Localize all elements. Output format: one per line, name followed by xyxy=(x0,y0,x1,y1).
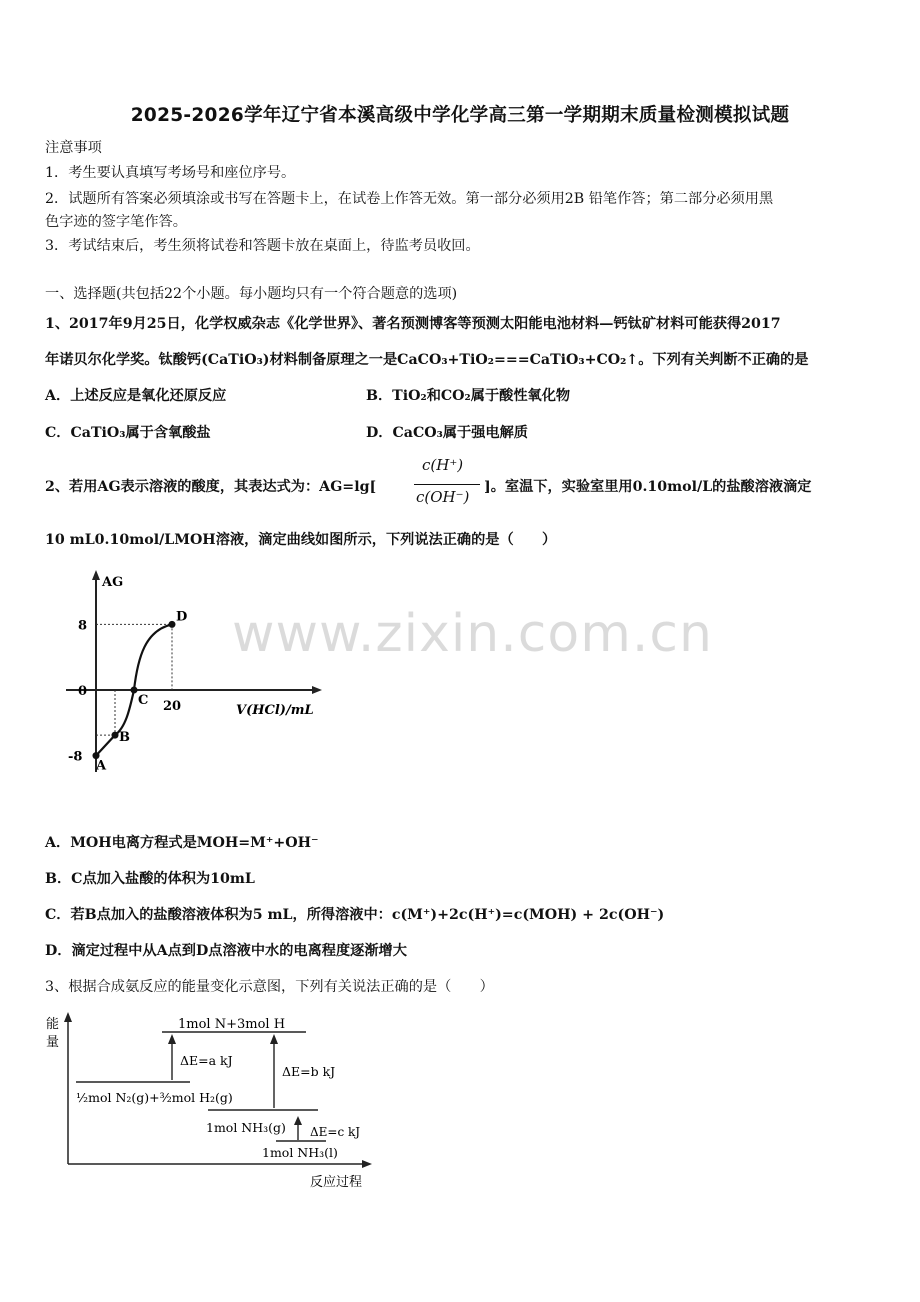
fraction-numerator: c(H⁺) xyxy=(422,456,464,474)
x-axis-label: V(HCl)/mL xyxy=(236,703,314,718)
y-tick-label: -8 xyxy=(68,749,83,765)
section-heading: 一、选择题(共包括22个小题。每小题均只有一个符合题意的选项) xyxy=(45,286,458,302)
watermark: www.zixin.com.cn xyxy=(232,604,713,664)
y-axis-label: AG xyxy=(102,575,124,590)
point-c xyxy=(131,687,138,694)
question-1-option-b: B．TiO₂和CO₂属于酸性氧化物 xyxy=(366,388,571,404)
gas-level-label: 1mol NH₃(g) xyxy=(206,1120,286,1135)
notice-item: 色字迹的签字笔作答。 xyxy=(45,214,187,230)
question-1-option-c: C．CaTiO₃属于含氧酸盐 xyxy=(45,425,211,441)
question-2-suffix: ]。室温下，实验室里用0.10mol/L的盐酸溶液滴定 xyxy=(484,479,812,495)
y-axis-arrow-icon xyxy=(92,570,100,580)
point-d xyxy=(169,621,176,628)
chart-layer xyxy=(66,570,322,774)
delta-e-a-label: ΔE=a kJ xyxy=(180,1053,233,1068)
arrow-a-icon xyxy=(168,1034,176,1044)
titration-chart xyxy=(40,562,330,814)
notice-heading: 注意事项 xyxy=(45,140,102,156)
question-3-text: 3、根据合成氨反应的能量变化示意图，下列有关说法正确的是（ ） xyxy=(45,979,494,995)
y-tick-label: 8 xyxy=(78,618,88,634)
reaction-axis-label: 反应过程 xyxy=(310,1175,363,1190)
x-tick-label: 20 xyxy=(163,699,182,714)
question-2-line2: 10 mL0.10mol/LMOH溶液，滴定曲线如图所示，下列说法正确的是（ ） xyxy=(45,532,557,548)
question-2-option-a: A．MOH电离方程式是MOH=M⁺+OH⁻ xyxy=(45,835,319,851)
question-2-option-c: C．若B点加入的盐酸溶液体积为5 mL，所得溶液中：c(M⁺)+2c(H⁺)=c(MOH) + 2c(OH⁻) xyxy=(45,907,665,923)
fraction-bar xyxy=(414,484,480,485)
energy-axis-label-2: 量 xyxy=(46,1035,60,1050)
y-tick-label: 0 xyxy=(78,684,88,699)
delta-e-c-label: ΔE=c kJ xyxy=(310,1125,361,1139)
question-2-option-d: D．滴定过程中从A点到D点溶液中水的电离程度逐渐增大 xyxy=(45,943,407,959)
arrow-b-icon xyxy=(270,1034,278,1044)
point-label-b: B xyxy=(119,730,130,746)
notice-item: 2．试题所有答案必须填涂或书写在答题卡上，在试卷上作答无效。第一部分必须用2B 铅笔作答；第二部分必须用黑 xyxy=(45,191,774,207)
question-1-line1: 1、2017年9月25日，化学权威杂志《化学世界》、著名预测博客等预测太阳能电池材料—钙钛矿材料可能获得2017 xyxy=(45,316,781,332)
arrow-c-icon xyxy=(294,1116,302,1125)
reactant-level-label: ½mol N₂(g)+³⁄₂mol H₂(g) xyxy=(76,1090,233,1105)
page-title: 2025-2026学年辽宁省本溪高级中学化学高三第一学期期末质量检测模拟试题 xyxy=(130,105,790,126)
question-1-line2: 年诺贝尔化学奖。钛酸钙(CaTiO₃)材料制备原理之一是CaCO₃+TiO₂===CaTiO₃+CO₂↑。下列有关判断不正确的是 xyxy=(45,352,809,368)
energy-axis-label-1: 能 xyxy=(46,1017,60,1032)
x-axis-arrow-icon xyxy=(312,686,322,694)
point-label-a: A xyxy=(96,758,107,774)
question-2-option-b: B．C点加入盐酸的体积为10mL xyxy=(45,871,255,887)
question-1-option-a: A．上述反应是氧化还原反应 xyxy=(45,388,227,404)
liquid-level-label: 1mol NH₃(l) xyxy=(262,1145,338,1160)
point-b xyxy=(112,732,119,739)
ag-fraction xyxy=(412,456,482,514)
fraction-denominator: c(OH⁻) xyxy=(416,488,470,506)
point-label-d: D xyxy=(176,609,188,625)
question-1-option-d: D．CaCO₃属于强电解质 xyxy=(366,425,528,441)
question-2-prefix: 2、若用AG表示溶液的酸度，其表达式为：AG=lg[ xyxy=(45,479,377,495)
top-level-label: 1mol N+3mol H xyxy=(178,1017,286,1032)
notice-item: 1．考生要认真填写考场号和座位序号。 xyxy=(45,165,296,181)
point-label-c: C xyxy=(138,693,149,708)
delta-e-b-label: ΔE=b kJ xyxy=(282,1064,336,1079)
notice-item: 3．考试结束后，考生须将试卷和答题卡放在桌面上，待监考员收回。 xyxy=(45,238,480,254)
energy-diagram xyxy=(40,1010,380,1192)
